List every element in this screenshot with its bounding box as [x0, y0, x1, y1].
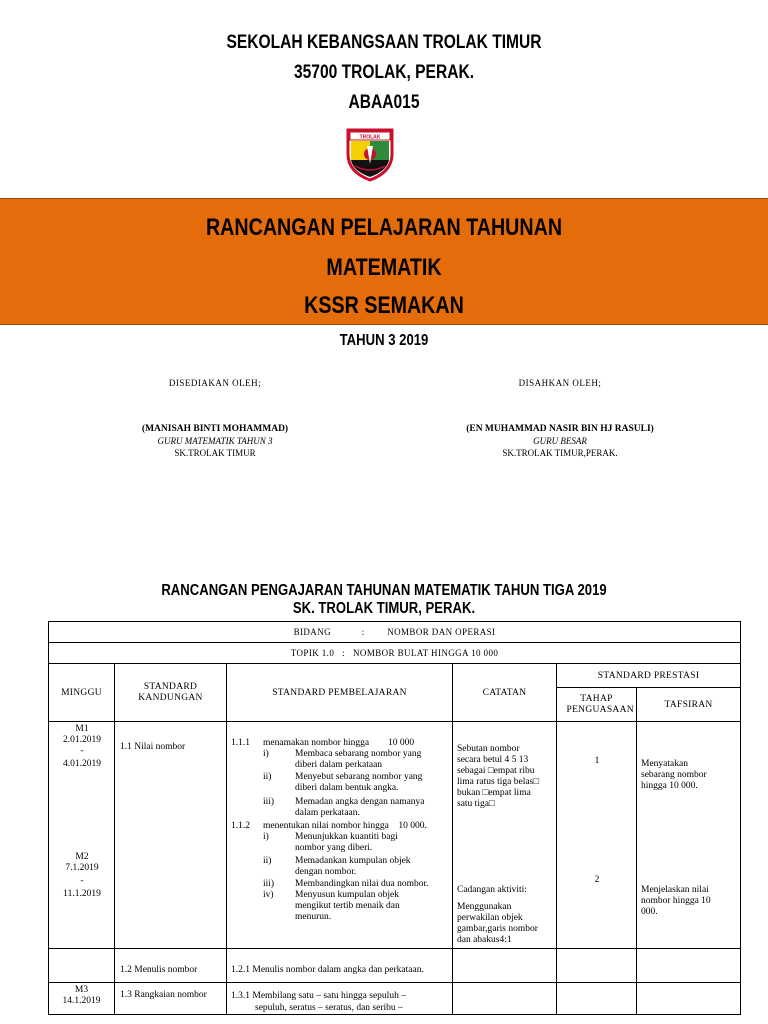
col-tahap-penguasaan [557, 688, 637, 722]
prepared-name: (MANISAH BINTI MOHAMMAD) [141, 424, 289, 434]
tahap-cell [557, 983, 637, 1015]
sp-111-i-num: i) [263, 749, 269, 759]
catatan-cell [453, 722, 557, 949]
pembelajaran-cell [227, 949, 453, 983]
col-tafsiran: TAFSIRAN [637, 688, 741, 722]
sp-112-iii-l1: Membandingkan nilai dua nombor. [295, 879, 429, 889]
aktiviti-l3: gambar,garis nombor [457, 924, 538, 934]
header-row-1 [49, 664, 741, 688]
sp-112-ii-l2: dengan nombor. [295, 867, 357, 877]
week-m2-start: 7.1.2019 [65, 863, 99, 873]
aktiviti-title: Cadangan aktiviti: [457, 885, 527, 895]
pembelajaran-1-2-1: 1.2.1 Menulis nombor dalam angka dan perkataan. [231, 965, 424, 975]
tafsiran-cell [637, 949, 741, 983]
year-label: TAHUN 3 2019 [339, 332, 429, 349]
catatan-l3: sebagai □empat ribu [457, 766, 535, 776]
week-m3-date: 14.1.2019 [62, 996, 101, 1006]
prepared-position: GURU MATEMATIK TAHUN 3 [157, 436, 273, 446]
plan-table [48, 621, 741, 1015]
sp-112-num: 1.1.2 [231, 821, 250, 831]
bidang-label: BIDANG [293, 627, 332, 637]
week-m2: M2 [75, 852, 89, 862]
week-m3: M3 [74, 985, 89, 995]
col-catatan: CATATAN [453, 664, 557, 722]
sp-112-i-l2: nombor yang diberi. [295, 843, 373, 853]
tafsiran-2-l2: nombor hingga 10 [641, 896, 711, 906]
approved-position: GURU BESAR [533, 436, 587, 446]
approved-school: SK.TROLAK TIMUR,PERAK. [502, 448, 618, 458]
school-crest-icon [345, 124, 395, 182]
plan-title: RANCANGAN PENGAJARAN TAHUNAN MATEMATIK TAHUN TIGA 2019 [161, 582, 607, 599]
tafsiran-2-l3: 000. [641, 907, 658, 917]
week-m1-end: 4.01.2019 [63, 759, 101, 769]
sp-111-i-l2: diberi dalam perkataan [295, 760, 383, 770]
sp-111-ii-l2: diberi dalam bentuk angka. [295, 783, 399, 793]
tp-1: 1 [594, 756, 600, 766]
bidang-separator: : [361, 627, 365, 637]
banner-subject: MATEMATIK [326, 254, 442, 281]
crest-text: TROLAK [359, 134, 381, 141]
sp-111-num: 1.1.1 [231, 738, 250, 748]
minggu-cell [49, 949, 115, 983]
sp-111-iii-num: iii) [263, 797, 275, 807]
kandungan-1-2: 1.2 Menulis nombor [120, 965, 198, 975]
catatan-l2: secara betul 4 5 13 [457, 755, 529, 765]
col-minggu: MINGGU [49, 664, 115, 722]
sp-112-i-l1: Menunjukkan kuantiti bagi [295, 832, 398, 842]
table-row [49, 722, 741, 949]
banner-title: RANCANGAN PELAJARAN TAHUNAN [205, 214, 563, 241]
aktiviti-l4: dan abakus4:1 [457, 935, 512, 945]
tafsiran-2-l1: Menjelaskan nilai [641, 885, 709, 895]
catatan-l6: satu tiga□ [457, 799, 495, 809]
table-row [49, 949, 741, 983]
topik-row [49, 643, 741, 664]
tafsiran-cell [637, 722, 741, 949]
sp-112-text: menentukan nilai nombor hingga 10 000. [263, 821, 427, 831]
minggu-cell [49, 983, 115, 1015]
week-m1-start: 2.01.2019 [63, 735, 101, 745]
sp-112-i-num: i) [263, 832, 269, 842]
tafsiran-1-l1: Menyatakan [641, 759, 688, 769]
catatan-cell [453, 983, 557, 1015]
col-standard-kandungan [115, 664, 227, 722]
sp-111-iii-l1: Memadan angka dengan namanya [295, 797, 425, 807]
topik-label: TOPIK 1.0 : NOMBOR BULAT HINGGA 10 000 [290, 648, 499, 658]
school-name: SEKOLAH KEBANGSAAN TROLAK TIMUR [226, 32, 542, 53]
kandungan-cell [115, 722, 227, 949]
pembelajaran-1-3-1-l2: sepuluh, seratus – seratus, dan seribu – [255, 1003, 403, 1013]
week-m1: M1 [75, 724, 89, 734]
pembelajaran-cell [227, 983, 453, 1015]
sp-112-iii-num: iii) [263, 879, 275, 889]
kandungan-1-1: 1.1 Nilai nombor [120, 742, 186, 752]
sp-112-iv-l3: menurun. [295, 912, 332, 922]
banner-curriculum: KSSR SEMAKAN [304, 292, 464, 319]
school-address: 35700 TROLAK, PERAK. [293, 62, 475, 83]
plan-school: SK. TROLAK TIMUR, PERAK. [292, 600, 476, 617]
prepared-school: SK.TROLAK TIMUR [174, 448, 256, 458]
col-standard-kandungan-label: STANDARD KANDUNGAN [138, 681, 203, 703]
sp-112-iv-l1: Menyusun kumpulan objek [295, 890, 399, 900]
tahap-cell [557, 722, 637, 949]
sp-111-ii-num: ii) [263, 772, 272, 782]
prepared-by-label: DISEDIAKAN OLEH; [168, 378, 262, 388]
catatan-l1: Sebutan nombor [457, 744, 520, 754]
kandungan-1-3: 1.3 Rangkaian nombor [120, 990, 207, 1000]
sp-112-ii-num: ii) [263, 856, 272, 866]
approved-by-label: DISAHKAN OLEH; [518, 378, 602, 388]
tafsiran-cell [637, 983, 741, 1015]
col-tahap-penguasaan-label: TAHAP PENGUASAAN [566, 693, 634, 715]
kandungan-cell [115, 983, 227, 1015]
aktiviti-l2: perwakilan objek [457, 913, 523, 923]
week-m2-end: 11.1.2019 [63, 889, 101, 899]
sp-112-iv-num: iv) [263, 890, 274, 900]
sp-111-i-l1: Membaca sebarang nombor yang [295, 749, 422, 759]
minggu-cell [49, 722, 115, 949]
sp-111-text: menamakan nombor hingga 10 000 [263, 738, 415, 748]
bidang-row [49, 622, 741, 643]
catatan-l5: bukan □empat lima [457, 788, 531, 798]
table-row [49, 983, 741, 1015]
tp-2: 2 [594, 875, 600, 885]
sp-111-ii-l1: Menyebut sebarang nombor yang [295, 772, 423, 782]
sp-111-iii-l2: dalam perkataan. [295, 808, 360, 818]
tafsiran-1-l2: sebarang nombor [641, 770, 707, 780]
aktiviti-l1: Menggunakan [457, 902, 512, 912]
sp-112-ii-l1: Memadankan kumpulan objek [295, 856, 411, 866]
pembelajaran-1-3-1-l1: 1.3.1 Membilang satu – satu hingga sepuluh – [231, 991, 406, 1001]
week-m1-dash: - [80, 746, 84, 756]
bidang-cell [49, 622, 741, 643]
title-banner [0, 198, 768, 325]
tafsiran-1-l3: hingga 10 000. [641, 781, 698, 791]
week-m2-dash: - [80, 876, 84, 886]
catatan-cell [453, 949, 557, 983]
approved-name: (EN MUHAMMAD NASIR BIN HJ RASULI) [466, 424, 654, 434]
tahap-cell [557, 949, 637, 983]
sp-112-iv-l2: mengikut tertib menaik dan [295, 901, 400, 911]
kandungan-cell [115, 949, 227, 983]
bidang-value: NOMBOR DAN OPERASI [387, 627, 496, 637]
catatan-l4: lima ratus tiga belas□ [457, 777, 539, 787]
school-code: ABAA015 [348, 92, 420, 113]
topik-cell [49, 643, 741, 664]
pembelajaran-cell [227, 722, 453, 949]
col-standard-pembelajaran: STANDARD PEMBELAJARAN [227, 664, 453, 722]
col-standard-prestasi: STANDARD PRESTASI [557, 664, 741, 688]
